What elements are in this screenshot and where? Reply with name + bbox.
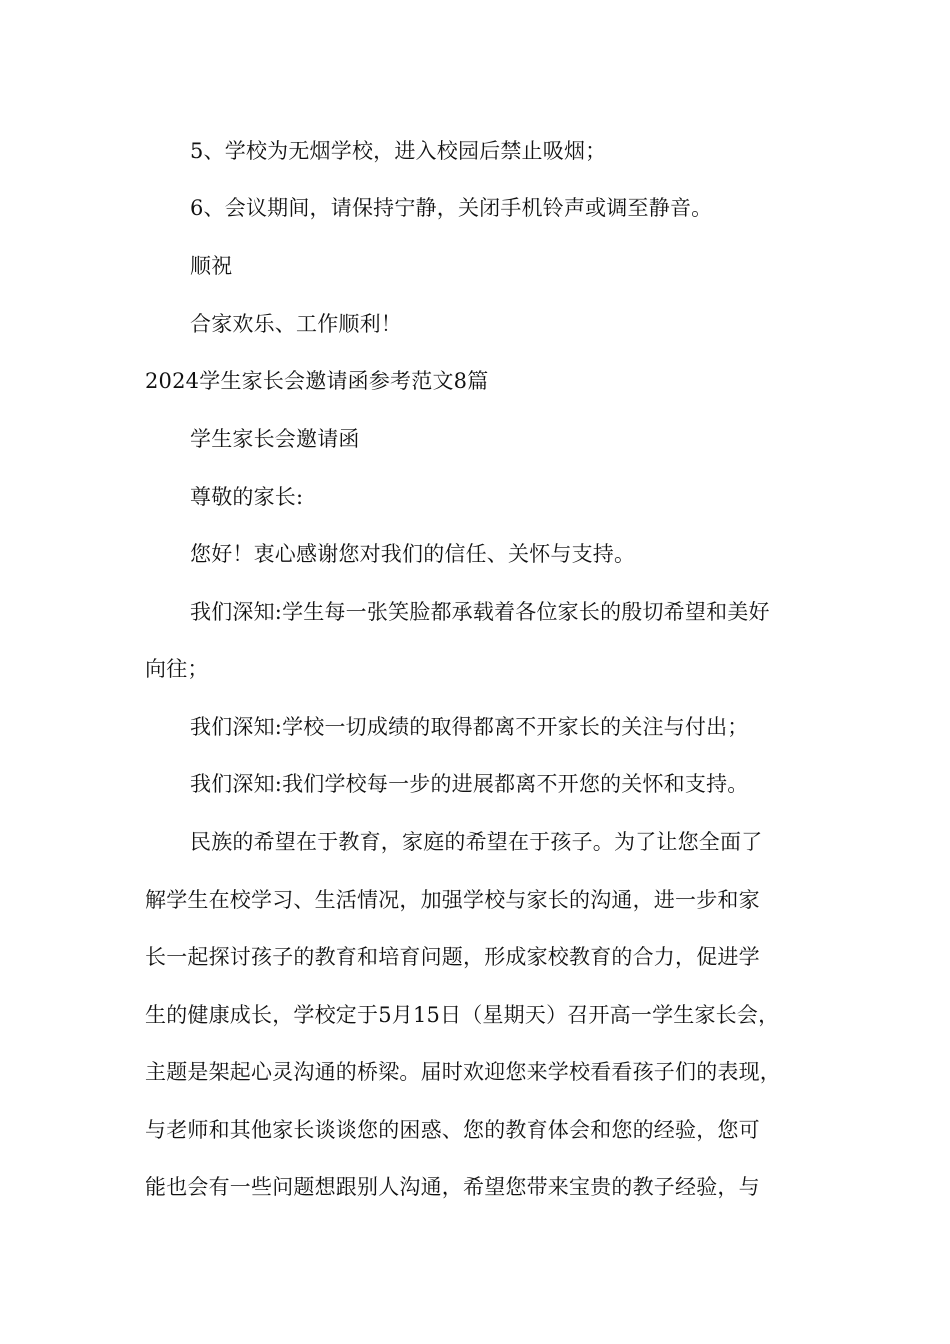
paragraph-line: 我们深知:学校一切成绩的取得都离不开家长的关注与付出； bbox=[190, 715, 749, 739]
body-line: 主题是架起心灵沟通的桥梁。届时欢迎您来学校看看孩子们的表现， bbox=[145, 1060, 781, 1084]
body-line: 民族的希望在于教育，家庭的希望在于孩子。为了让您全面了 bbox=[190, 830, 763, 854]
body-line: 与老师和其他家长谈谈您的困惑、您的教育体会和您的经验，您可 bbox=[145, 1118, 760, 1142]
closing-wish: 合家欢乐、工作顺利！ bbox=[190, 312, 402, 336]
body-line: 长一起探讨孩子的教育和培育问题，形成家校教育的合力，促进学 bbox=[145, 945, 760, 969]
paragraph-line: 向往； bbox=[145, 657, 209, 681]
rule-item-6: 6、会议期间，请保持宁静，关闭手机铃声或调至静音。 bbox=[190, 196, 713, 220]
body-line: 生的健康成长，学校定于5月15日（星期天）召开高一学生家长会， bbox=[145, 1003, 780, 1027]
paragraph-line: 我们深知:学生每一张笑脸都承载着各位家长的殷切希望和美好 bbox=[190, 600, 770, 624]
body-line: 能也会有一些问题想跟别人沟通，希望您带来宝贵的教子经验，与 bbox=[145, 1175, 760, 1199]
closing-text: 顺祝 bbox=[190, 254, 233, 278]
letter-salutation: 尊敬的家长: bbox=[190, 485, 304, 509]
letter-title: 学生家长会邀请函 bbox=[190, 427, 360, 451]
body-line: 解学生在校学习、生活情况，加强学校与家长的沟通，进一步和家 bbox=[145, 888, 760, 912]
paragraph-line: 我们深知:我们学校每一步的进展都离不开您的关怀和支持。 bbox=[190, 772, 749, 796]
rule-item-5: 5、学校为无烟学校，进入校园后禁止吸烟； bbox=[190, 139, 607, 163]
section-title: 2024学生家长会邀请函参考范文8篇 bbox=[145, 369, 489, 393]
letter-greeting: 您好！衷心感谢您对我们的信任、关怀与支持。 bbox=[190, 542, 636, 566]
